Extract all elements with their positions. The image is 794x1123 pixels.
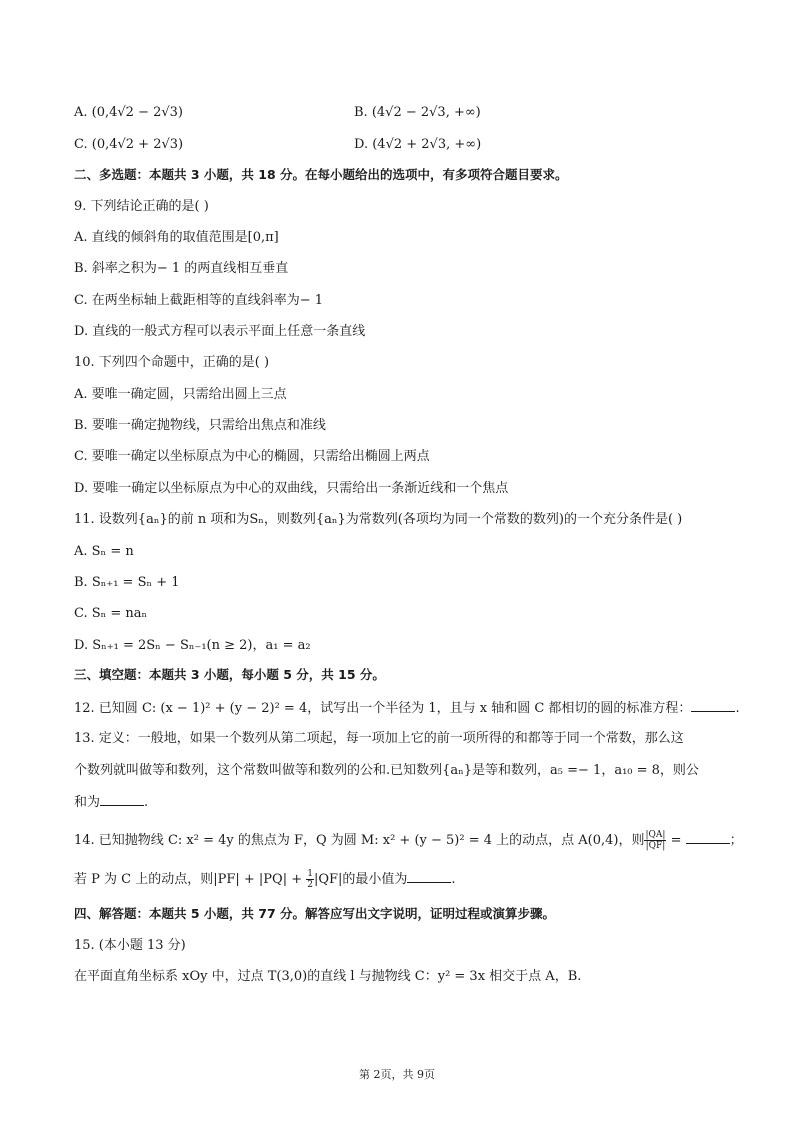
question-14-line-2-pre: 若 P 为 C 上的动点，则|PF| + |PQ| +: [74, 872, 307, 887]
question-10-option-a: A. 要唯一确定圆，只需给出圆上三点: [74, 387, 287, 402]
question-9-stem: 9. 下列结论正确的是( ): [74, 199, 209, 214]
question-9-option-d: D. 直线的一般式方程可以表示平面上任意一条直线: [74, 324, 366, 339]
fraction-numerator: 1: [307, 869, 313, 879]
question-10-stem: 10. 下列四个命题中，正确的是( ): [74, 355, 270, 370]
section-heading-fill-in: 三、填空题：本题共 3 小题，每小题 5 分，共 15 分。: [74, 667, 385, 682]
answer-blank: [100, 793, 144, 806]
answer-blank: [686, 831, 730, 844]
question-11-stem: 11. 设数列{aₙ}的前 n 项和为Sₙ，则数列{aₙ}为常数列(各项均为同一个常数的数列)的一个充分条件是( ): [74, 512, 683, 527]
fraction-one-half: [306, 869, 314, 890]
question-15-text: 在平面直角坐标系 xOy 中，过点 T(3,0)的直线 l 与抛物线 C：y² = 3x 相交于点 A，B.: [74, 969, 582, 984]
question-12-text: 12. 已知圆 C: (x − 1)² + (y − 2)² = 4，试写出一个半径为 1，且与 x 轴和圆 C 都相切的圆的标准方程：: [74, 701, 692, 716]
question-10-option-b: B. 要唯一确定抛物线，只需给出焦点和准线: [74, 418, 326, 433]
question-9-option-c: C. 在两坐标轴上截距相等的直线斜率为− 1: [74, 293, 324, 308]
fraction-denominator: |QF|: [645, 841, 666, 851]
fraction-denominator: 2: [307, 880, 313, 890]
question-10-option-d: D. 要唯一确定以坐标原点为中心的双曲线，只需给出一条渐近线和一个焦点: [74, 481, 509, 496]
fraction-qa-qf: [644, 830, 666, 851]
question-14-line-2-post: |QF|的最小值为: [313, 872, 408, 887]
question-9-option-b: B. 斜率之积为− 1 的两直线相互垂直: [74, 261, 289, 276]
question-12: 12. 已知圆 C: (x − 1)² + (y − 2)² = 4，试写出一个半径为 1，且与 x 轴和圆 C 都相切的圆的标准方程： .: [74, 701, 740, 716]
question-9-option-a: A. 直线的倾斜角的取值范围是[0,π]: [74, 230, 279, 245]
question-15-label: 15. (本小题 13 分): [74, 938, 186, 953]
question-11-option-a: A. Sₙ = n: [74, 544, 134, 559]
section-heading-solutions: 四、解答题：本题共 5 小题，共 77 分。解答应写出文字说明，证明过程或演算步骤。: [74, 906, 556, 921]
question-13-line-3-text: 和为: [74, 795, 101, 810]
option-a: A. (0,4√2 − 2√3): [74, 105, 184, 120]
option-c: C. (0,4√2 + 2√3): [74, 137, 184, 152]
option-b: B. (4√2 − 2√3, +∞): [354, 105, 481, 120]
question-11-option-b: B. Sₙ₊₁ = Sₙ + 1: [74, 575, 180, 590]
question-14-line-1-pre: 14. 已知抛物线 C: x² = 4y 的焦点为 F，Q 为圆 M: x² + (y − 5)² = 4 上的动点，点 A(0,4)，则: [74, 833, 645, 848]
section-heading-multiple-choice: 二、多选题：本题共 3 小题，共 18 分。在每小题给出的选项中，有多项符合题目要求。: [74, 167, 568, 182]
question-14-line-2: 若 P 为 C 上的动点，则|PF| + |PQ| + $\frac{1}{2}$ |QF|的最小值为 .: [74, 869, 456, 890]
answer-blank: [407, 870, 451, 883]
option-d: D. (4√2 + 2√3, +∞): [354, 137, 482, 152]
question-13-line-3: 和为 .: [74, 795, 149, 810]
question-13-line-1: 13. 定义：一般地，如果一个数列从第二项起，每一项加上它的前一项所得的和都等于同一个常数，那么这: [74, 731, 684, 746]
question-10-option-c: C. 要唯一确定以坐标原点为中心的椭圆，只需给出椭圆上两点: [74, 449, 430, 464]
question-14-line-1-post: =: [666, 833, 686, 848]
answer-blank: [691, 699, 735, 712]
question-13-line-2: 个数列就叫做等和数列，这个常数叫做等和数列的公和.已知数列{aₙ}是等和数列，a₅ =− 1，a₁₀ = 8，则公: [74, 763, 699, 778]
fraction-numerator: |QA|: [645, 830, 666, 840]
question-14-line-1: 14. 已知抛物线 C: x² = 4y 的焦点为 F，Q 为圆 M: x² + (y − 5)² = 4 上的动点，点 A(0,4)，则 $\frac{|QA|}{|QF|}$ = ；: [74, 830, 743, 851]
page-footer: 第 2页，共 9页: [359, 1068, 435, 1081]
question-11-option-c: C. Sₙ = naₙ: [74, 606, 148, 621]
question-11-option-d: D. Sₙ₊₁ = 2Sₙ − Sₙ₋₁(n ≥ 2)，a₁ = a₂: [74, 638, 311, 653]
